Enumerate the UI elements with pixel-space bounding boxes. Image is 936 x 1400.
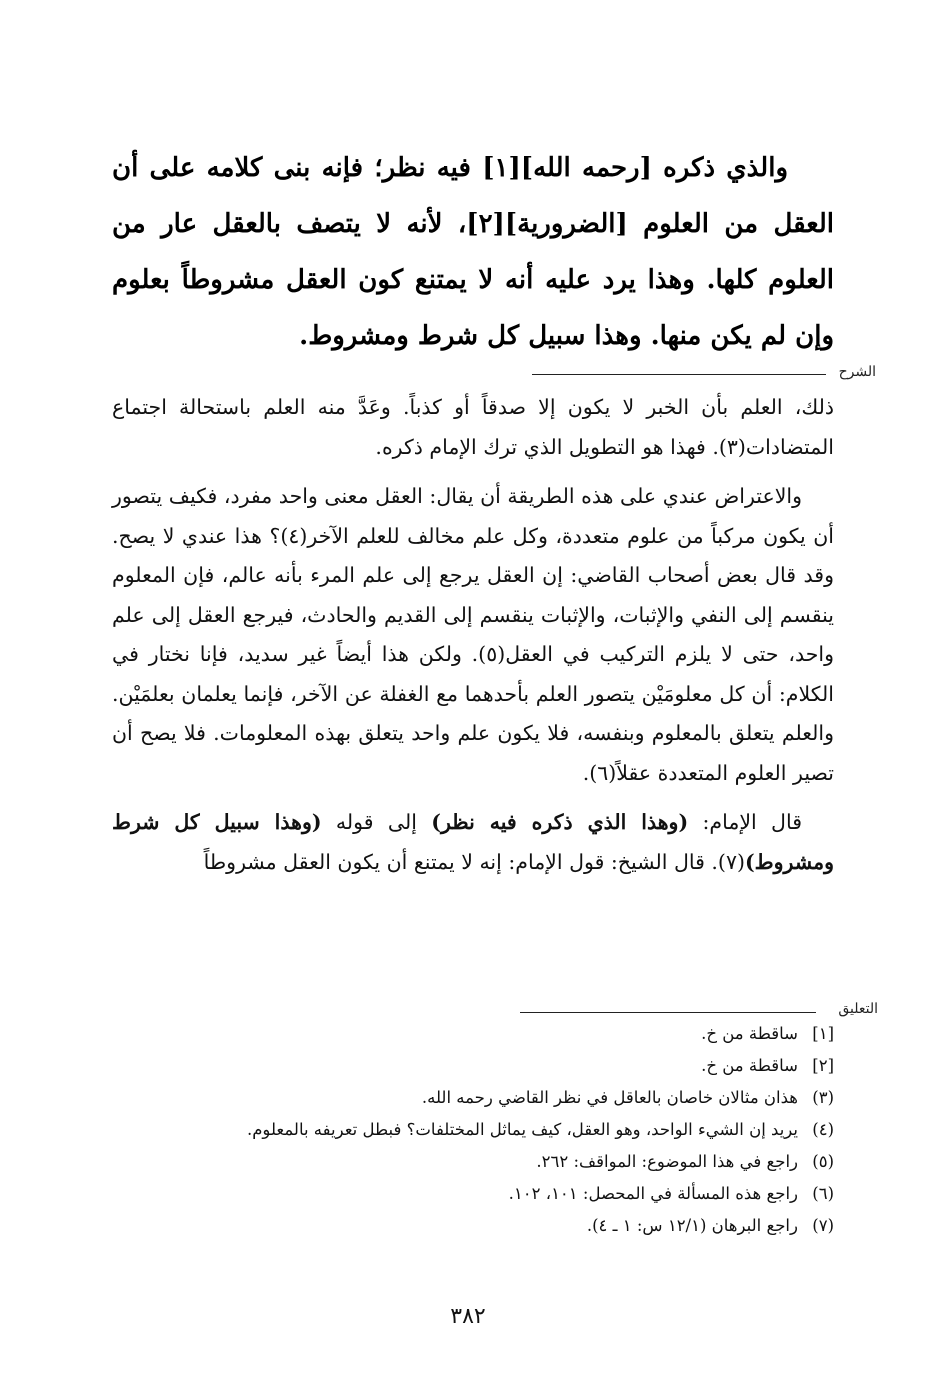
footnote-text: راجع في هذا الموضوع: المواقف: ٢٦٢. <box>536 1152 798 1171</box>
footnote-text: راجع هذه المسألة في المحصل: ١٠١، ١٠٢. <box>508 1184 798 1203</box>
footnote-item <box>112 1082 834 1114</box>
sharh-paragraph-3: قال الإمام: (وهذا الذي ذكره فيه نظر) إلى قوله (وهذا سبيل كل شرط ومشروط)(٧). قال الشيخ: قول الإمام: إنه لا يمتنع أن يكون العقل مشروطاً <box>112 810 834 874</box>
footnote-text: هذان مثالان خاصان بالعاقل في نظر القاضي رحمه الله. <box>421 1088 798 1107</box>
taliq-divider <box>520 1012 816 1013</box>
footnote-number: [٢] <box>812 1056 834 1075</box>
taliq-label: التعليق <box>838 1001 878 1017</box>
footnote-text: راجع البرهان (١٢/١ س: ١ ـ ٤). <box>586 1216 798 1235</box>
sharh-label: الشرح <box>838 364 876 380</box>
footnote-item <box>112 1018 834 1050</box>
sharh-paragraph-1: ذلك، العلم بأن الخبر لا يكون إلا صدقاً أو كذباً. وعَدَّ منه العلم باستحالة اجتماع المتضادات(٣). فهذا هو التطويل الذي ترك الإمام ذكره. <box>112 395 834 459</box>
footnote-item <box>112 1050 834 1082</box>
footnote-number: (٧) <box>812 1216 834 1235</box>
sharh-text-block <box>112 388 834 882</box>
matn-paragraph: والذي ذكره [رحمه الله][١] فيه نظر؛ فإنه بنى كلامه على أن العقل من العلوم [الضرورية][٢]، لأنه لا يتصف بالعقل عار من العلوم كلها. وهذا يرد عليه أنه لا يمتنع كون العقل مشروطاً بعلوم وإن لم يكن منها. وهذا سبيل كل شرط ومشروط. <box>112 153 834 351</box>
footnote-item <box>112 1178 834 1210</box>
footnote-number: (٣) <box>812 1088 834 1107</box>
footnote-number: (٤) <box>812 1120 834 1139</box>
matn-quote-2: (وهذا سبيل كل شرط ومشروط) <box>112 810 834 874</box>
footnote-number: (٦) <box>812 1184 834 1203</box>
footnote-number: [١] <box>812 1024 834 1043</box>
page-number: ٣٨٢ <box>450 1304 486 1329</box>
footnote-text: يريد إن الشيء الواحد، وهو العقل، كيف يماثل المختلفات؟ فبطل تعريفه بالمعلوم. <box>246 1120 798 1139</box>
footnote-item <box>112 1146 834 1178</box>
sharh-divider <box>532 374 826 375</box>
footnote-item <box>112 1210 834 1242</box>
footnotes-list <box>112 1018 834 1242</box>
footnote-text: ساقطة من خ. <box>701 1056 798 1075</box>
footnote-item <box>112 1114 834 1146</box>
sharh-paragraph-2: والاعتراض عندي على هذه الطريقة أن يقال: العقل معنى واحد مفرد، فكيف يتصور أن يكون مركباً من علوم متعددة، وكل علم مخالف للعلم الآخر(٤)؟ هذا عندي لا يصح. وقد قال بعض أصحاب القاضي: إن العقل يرجع إلى علم المرء بأنه عالم، فإن المعلوم ينقسم إلى النفي والإثبات، والإثبات ينقسم إلى القديم والحادث، فيرجع العقل إلى علم واحد، حتى لا يلزم التركيب في العقل(٥). ولكن هذا أيضاً غير سديد، فإنا نختار في الكلام: أن كل معلومَيْن يتصور العلم بأحدهما مع الغفلة عن الآخر، فإنما يعلمان بعلمَيْن. والعلم يتعلق بالمعلوم وبنفسه، فلا يكون علم واحد يتعلق بهذه المعلومات. فلا يصح أن تصير العلوم المتعددة عقلاً(٦). <box>112 484 834 785</box>
footnote-text: ساقطة من خ. <box>701 1024 798 1043</box>
footnote-number: (٥) <box>812 1152 834 1171</box>
matn-quote-1: (وهذا الذي ذكره فيه نظر) <box>431 810 689 834</box>
matn-text-block <box>112 140 834 364</box>
